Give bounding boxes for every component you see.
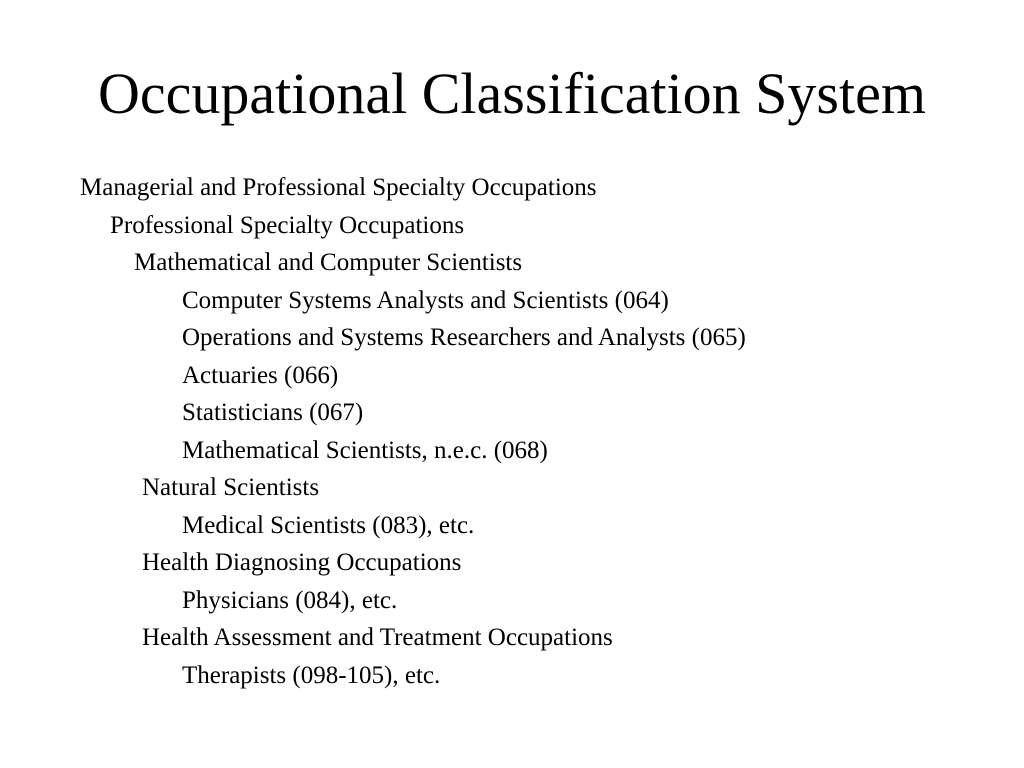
outline-item-statisticians: Statisticians (067) bbox=[182, 399, 364, 426]
outline-item-computer-systems-analysts: Computer Systems Analysts and Scientists (064) bbox=[182, 286, 669, 314]
outline-item-operations-researchers: Operations and Systems Researchers and Analysts (065) bbox=[182, 324, 746, 351]
outline-item-health-diagnosing: Health Diagnosing Occupations bbox=[142, 549, 462, 576]
outline-item-therapists: Therapists (098-105), etc. bbox=[182, 661, 441, 689]
outline-item-actuaries: Actuaries (066) bbox=[182, 361, 339, 389]
outline-item-math-computer-scientists: Mathematical and Computer Scientists bbox=[134, 249, 523, 276]
outline-item-physicians: Physicians (084), etc. bbox=[182, 586, 398, 614]
outline-item-natural-scientists: Natural Scientists bbox=[142, 474, 320, 501]
slide-title: Occupational Classification System bbox=[98, 61, 926, 126]
outline-item-medical-scientists: Medical Scientists (083), etc. bbox=[182, 511, 475, 539]
occupation-outline bbox=[0, 169, 1024, 694]
outline-item-mathematical-scientists: Mathematical Scientists, n.e.c. (068) bbox=[182, 436, 548, 464]
outline-item-managerial-professional: Managerial and Professional Specialty Occupations bbox=[80, 174, 597, 201]
outline-item-professional-specialty: Professional Specialty Occupations bbox=[110, 211, 465, 239]
outline-item-health-assessment-treatment: Health Assessment and Treatment Occupations bbox=[142, 624, 613, 651]
